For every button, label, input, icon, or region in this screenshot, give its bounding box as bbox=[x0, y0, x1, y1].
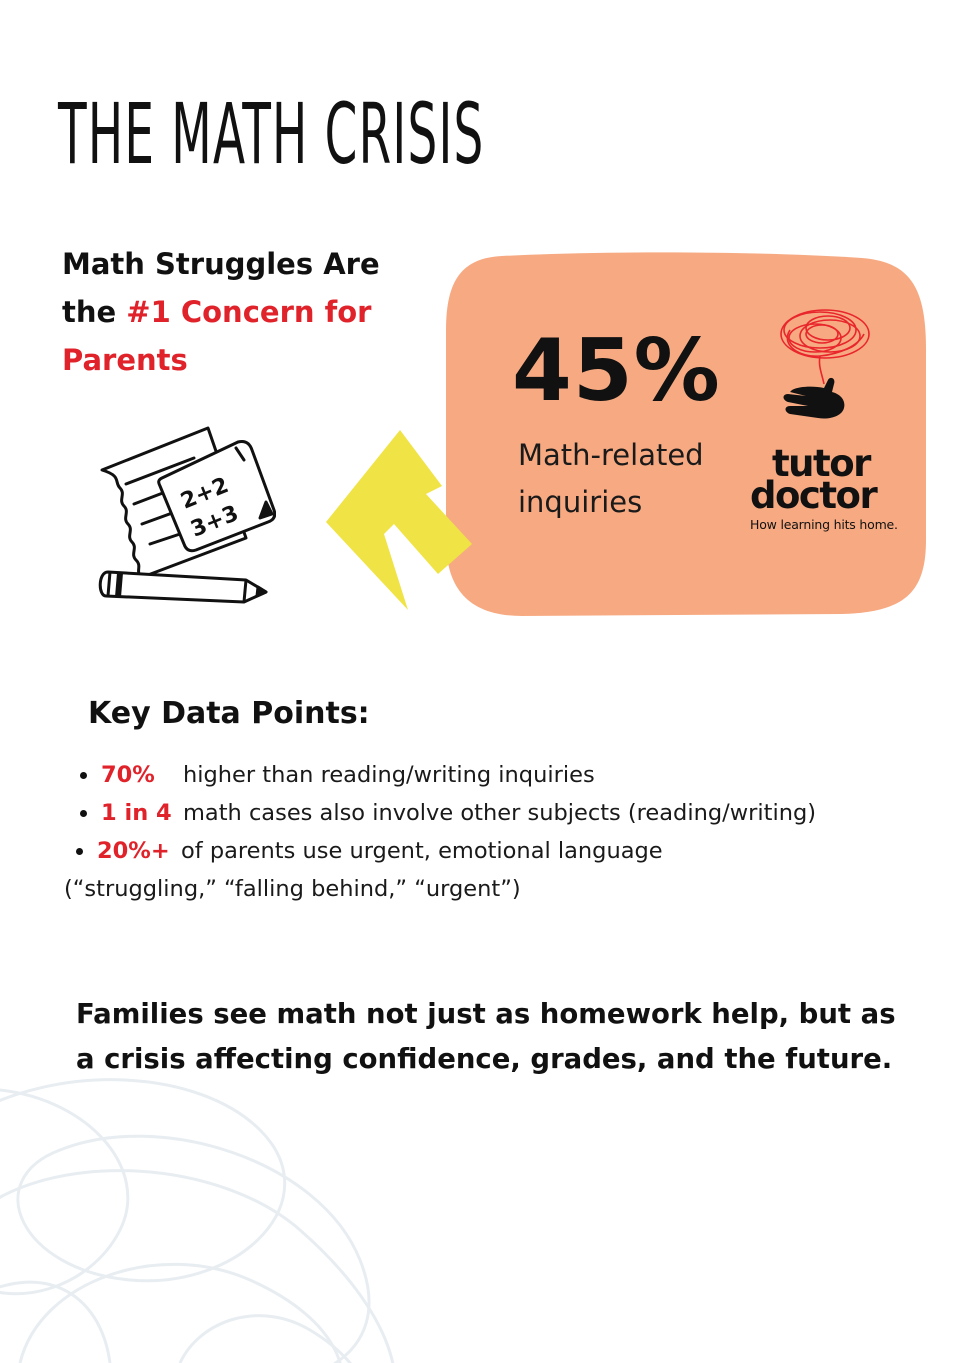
bullet-icon bbox=[80, 772, 87, 779]
logo-word-doctor: doctor bbox=[750, 474, 877, 517]
key-data-list bbox=[64, 756, 904, 908]
headline-text: Math Struggles Are the bbox=[62, 247, 380, 329]
list-item bbox=[64, 832, 904, 870]
stat-value: 45% bbox=[512, 321, 721, 421]
key-data-title: Key Data Points: bbox=[88, 696, 370, 731]
headline bbox=[62, 240, 422, 384]
data-point-highlight: 70% bbox=[101, 762, 155, 788]
list-item-continuation: (“struggling,” “falling behind,” “urgent”) bbox=[64, 876, 521, 902]
background-swirl-decoration bbox=[0, 1060, 460, 1363]
list-item bbox=[64, 756, 904, 794]
math-worksheet-icon bbox=[96, 420, 276, 610]
pencil-icon bbox=[100, 572, 266, 602]
worksheet-line-2: 3+3 bbox=[187, 500, 243, 543]
closing-statement: Families see math not just as homework help, but as a crisis affecting confidence, grades, and the future. bbox=[76, 998, 896, 1075]
logo-word-tutor: tutor bbox=[772, 442, 870, 485]
bullet-icon bbox=[80, 810, 87, 817]
hand-icon bbox=[784, 378, 845, 419]
headline-highlight: #1 Concern for Parents bbox=[62, 295, 372, 377]
data-point-highlight: 20%+ bbox=[97, 838, 170, 864]
data-point-text: higher than reading/writing inquiries bbox=[183, 762, 595, 788]
data-point-highlight: 1 in 4 bbox=[101, 800, 172, 826]
list-item bbox=[64, 794, 904, 832]
data-point-text: math cases also involve other subjects (reading/writing) bbox=[183, 800, 817, 826]
worksheet-line-1: 2+2 bbox=[177, 472, 233, 515]
logo-tagline: How learning hits home. bbox=[750, 517, 898, 532]
brain-swirl-icon bbox=[770, 300, 880, 430]
arrow-icon bbox=[322, 426, 472, 612]
page-title: THE MATH CRISIS bbox=[58, 85, 485, 183]
data-point-text: of parents use urgent, emotional language bbox=[181, 838, 663, 864]
bullet-icon bbox=[76, 848, 83, 855]
stat-label: Math-related inquiries bbox=[518, 438, 704, 519]
